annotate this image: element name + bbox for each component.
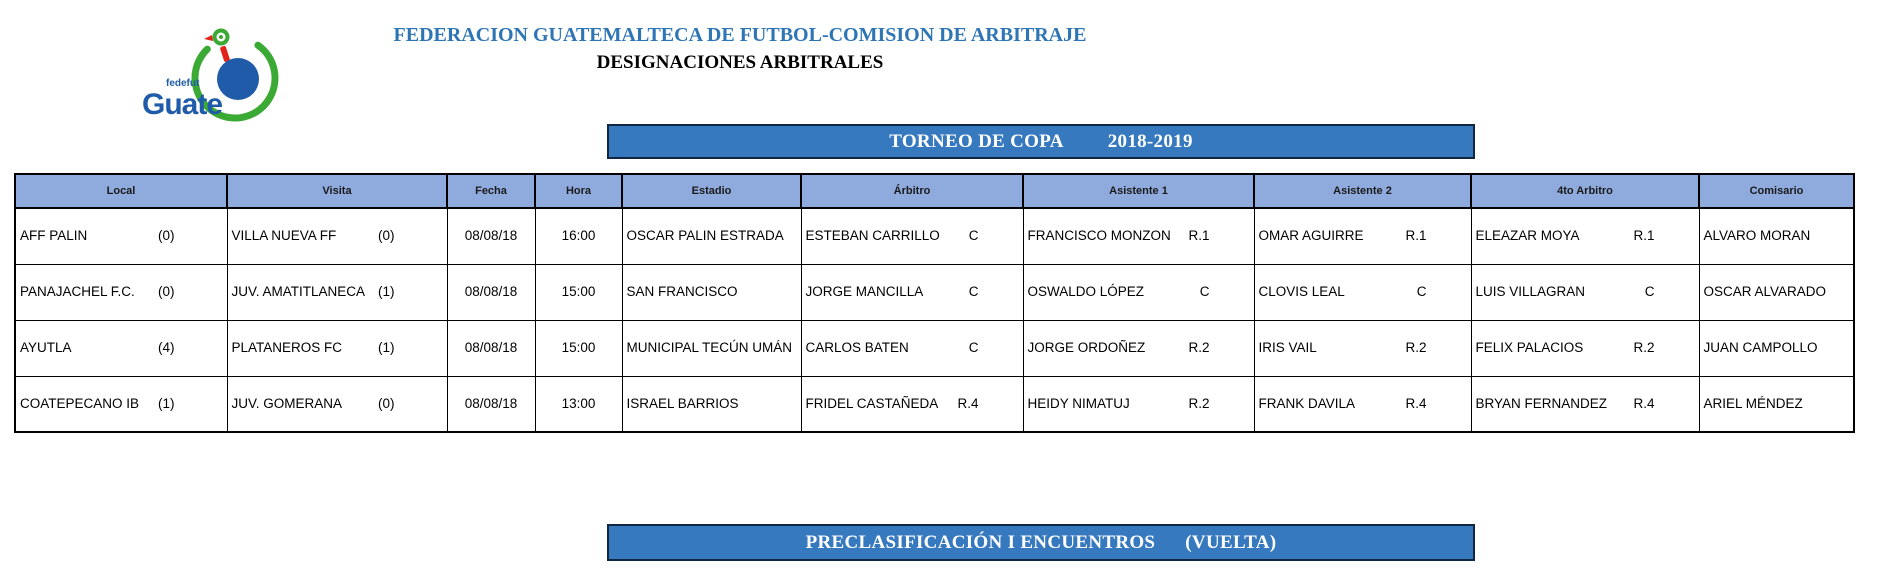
assistant2-category: R.1 [1405,228,1427,244]
fourth-official-category: R.4 [1633,395,1655,411]
table-row [15,376,1854,432]
referee-category: C [968,340,979,356]
assistant1-category: R.2 [1188,340,1210,356]
away-team-name: VILLA NUEVA FF [231,228,337,244]
fourth-official-category: C [1644,284,1655,300]
comisario-cell: ALVARO MORAN [1699,208,1854,264]
cuarto-arbitro-cell [1471,320,1699,376]
fecha-cell: 08/08/18 [447,376,535,432]
assistant2-category: R.2 [1405,340,1427,356]
cuarto-arbitro-cell [1471,208,1699,264]
arbitro-cell [801,376,1023,432]
referee-category: C [968,228,979,244]
asistente2-cell [1254,320,1471,376]
visita-cell [227,208,447,264]
away-team-score: (1) [378,284,395,300]
column-header-4to-arbitro: 4to Arbitro [1471,174,1699,208]
asistente2-cell [1254,264,1471,320]
estadio-cell: MUNICIPAL TECÚN UMÁN [622,320,801,376]
assistant2-name: OMAR AGUIRRE [1258,228,1364,244]
visita-cell [227,320,447,376]
comisario-cell: JUAN CAMPOLLO [1699,320,1854,376]
home-team-score: (4) [158,340,175,356]
local-cell [15,264,227,320]
column-header-asistente2: Asistente 2 [1254,174,1471,208]
arbitro-cell [801,264,1023,320]
assistant2-category: C [1416,284,1427,300]
estadio-cell: ISRAEL BARRIOS [622,376,801,432]
table-row [15,208,1854,264]
column-header-fecha: Fecha [447,174,535,208]
preclasificacion-banner [607,524,1475,561]
arbitro-cell [801,320,1023,376]
assistant2-name: IRIS VAIL [1258,340,1317,356]
comisario-cell: OSCAR ALVARADO [1699,264,1854,320]
visita-cell [227,376,447,432]
hora-cell: 16:00 [535,208,622,264]
assistant1-category: R.2 [1188,395,1210,411]
referee-category: R.4 [957,395,979,411]
home-team-name: AFF PALIN [20,228,88,244]
logo-top-text: fedefut [166,78,200,89]
visita-cell [227,264,447,320]
away-team-score: (0) [378,395,395,411]
column-header-visita: Visita [227,174,447,208]
tournament-banner-title: TORNEO DE COPA [889,130,1064,152]
arbitro-cell [801,208,1023,264]
fourth-official-category: R.2 [1633,340,1655,356]
asistente1-cell [1023,264,1254,320]
column-header-estadio: Estadio [622,174,801,208]
fourth-official-name: ELEAZAR MOYA [1475,228,1580,244]
logo-main-text: Guate [142,88,223,121]
column-header-hora: Hora [535,174,622,208]
fecha-cell: 08/08/18 [447,320,535,376]
asistente1-cell [1023,320,1254,376]
asistente1-cell [1023,208,1254,264]
assistant1-category: C [1199,284,1210,300]
home-team-name: AYUTLA [20,340,72,356]
asistente1-cell [1023,376,1254,432]
assistant2-category: R.4 [1405,395,1427,411]
assistant1-name: HEIDY NIMATUJ [1027,395,1130,411]
hora-cell: 13:00 [535,376,622,432]
designations-table [14,173,1855,433]
asistente2-cell [1254,376,1471,432]
preclasificacion-banner-title: PRECLASIFICACIÓN I ENCUENTROS [805,531,1156,553]
home-team-score: (0) [158,228,175,244]
referee-category: C [968,284,979,300]
assistant2-name: FRANK DAVILA [1258,395,1356,411]
local-cell [15,376,227,432]
away-team-name: PLATANEROS FC [231,340,343,356]
preclasificacion-banner-suffix: (VUELTA) [1185,531,1277,553]
away-team-name: JUV. AMATITLANECA [231,284,366,300]
assistant1-name: JORGE ORDOÑEZ [1027,340,1146,356]
away-team-score: (1) [378,340,395,356]
estadio-cell: SAN FRANCISCO [622,264,801,320]
referee-name: CARLOS BATEN [805,340,909,356]
hora-cell: 15:00 [535,320,622,376]
fourth-official-name: FELIX PALACIOS [1475,340,1584,356]
assistant1-name: OSWALDO LÓPEZ [1027,284,1145,300]
table-row [15,320,1854,376]
away-team-score: (0) [378,228,395,244]
referee-name: JORGE MANCILLA [805,284,924,300]
tournament-banner [607,124,1475,159]
assistant1-category: R.1 [1188,228,1210,244]
page-subtitle: DESIGNACIONES ARBITRALES [596,52,884,73]
table-header-row [15,174,1854,208]
local-cell [15,208,227,264]
fourth-official-name: LUIS VILLAGRAN [1475,284,1586,300]
comisario-cell: ARIEL MÉNDEZ [1699,376,1854,432]
home-team-name: COATEPECANO IB [20,395,140,411]
away-team-name: JUV. GOMERANA [231,395,343,411]
assistant1-name: FRANCISCO MONZON [1027,228,1171,244]
page-title: FEDERACION GUATEMALTECA DE FUTBOL-COMISION DE ARBITRAJE [393,24,1087,46]
asistente2-cell [1254,208,1471,264]
assistant2-name: CLOVIS LEAL [1258,284,1345,300]
referee-name: ESTEBAN CARRILLO [805,228,940,244]
column-header-arbitro: Árbitro [801,174,1023,208]
estadio-cell: OSCAR PALIN ESTRADA [622,208,801,264]
home-team-score: (1) [158,395,175,411]
tournament-banner-season: 2018-2019 [1107,130,1193,152]
local-cell [15,320,227,376]
hora-cell: 15:00 [535,264,622,320]
fourth-official-category: R.1 [1633,228,1655,244]
home-team-name: PANAJACHEL F.C. [20,284,135,300]
cuarto-arbitro-cell [1471,264,1699,320]
column-header-comisario: Comisario [1699,174,1854,208]
referee-name: FRIDEL CASTAÑEDA [805,395,939,411]
cuarto-arbitro-cell [1471,376,1699,432]
home-team-score: (0) [158,284,175,300]
fecha-cell: 08/08/18 [447,208,535,264]
column-header-asistente1: Asistente 1 [1023,174,1254,208]
table-row [15,264,1854,320]
column-header-local: Local [15,174,227,208]
fecha-cell: 08/08/18 [447,264,535,320]
fourth-official-name: BRYAN FERNANDEZ [1475,395,1608,411]
